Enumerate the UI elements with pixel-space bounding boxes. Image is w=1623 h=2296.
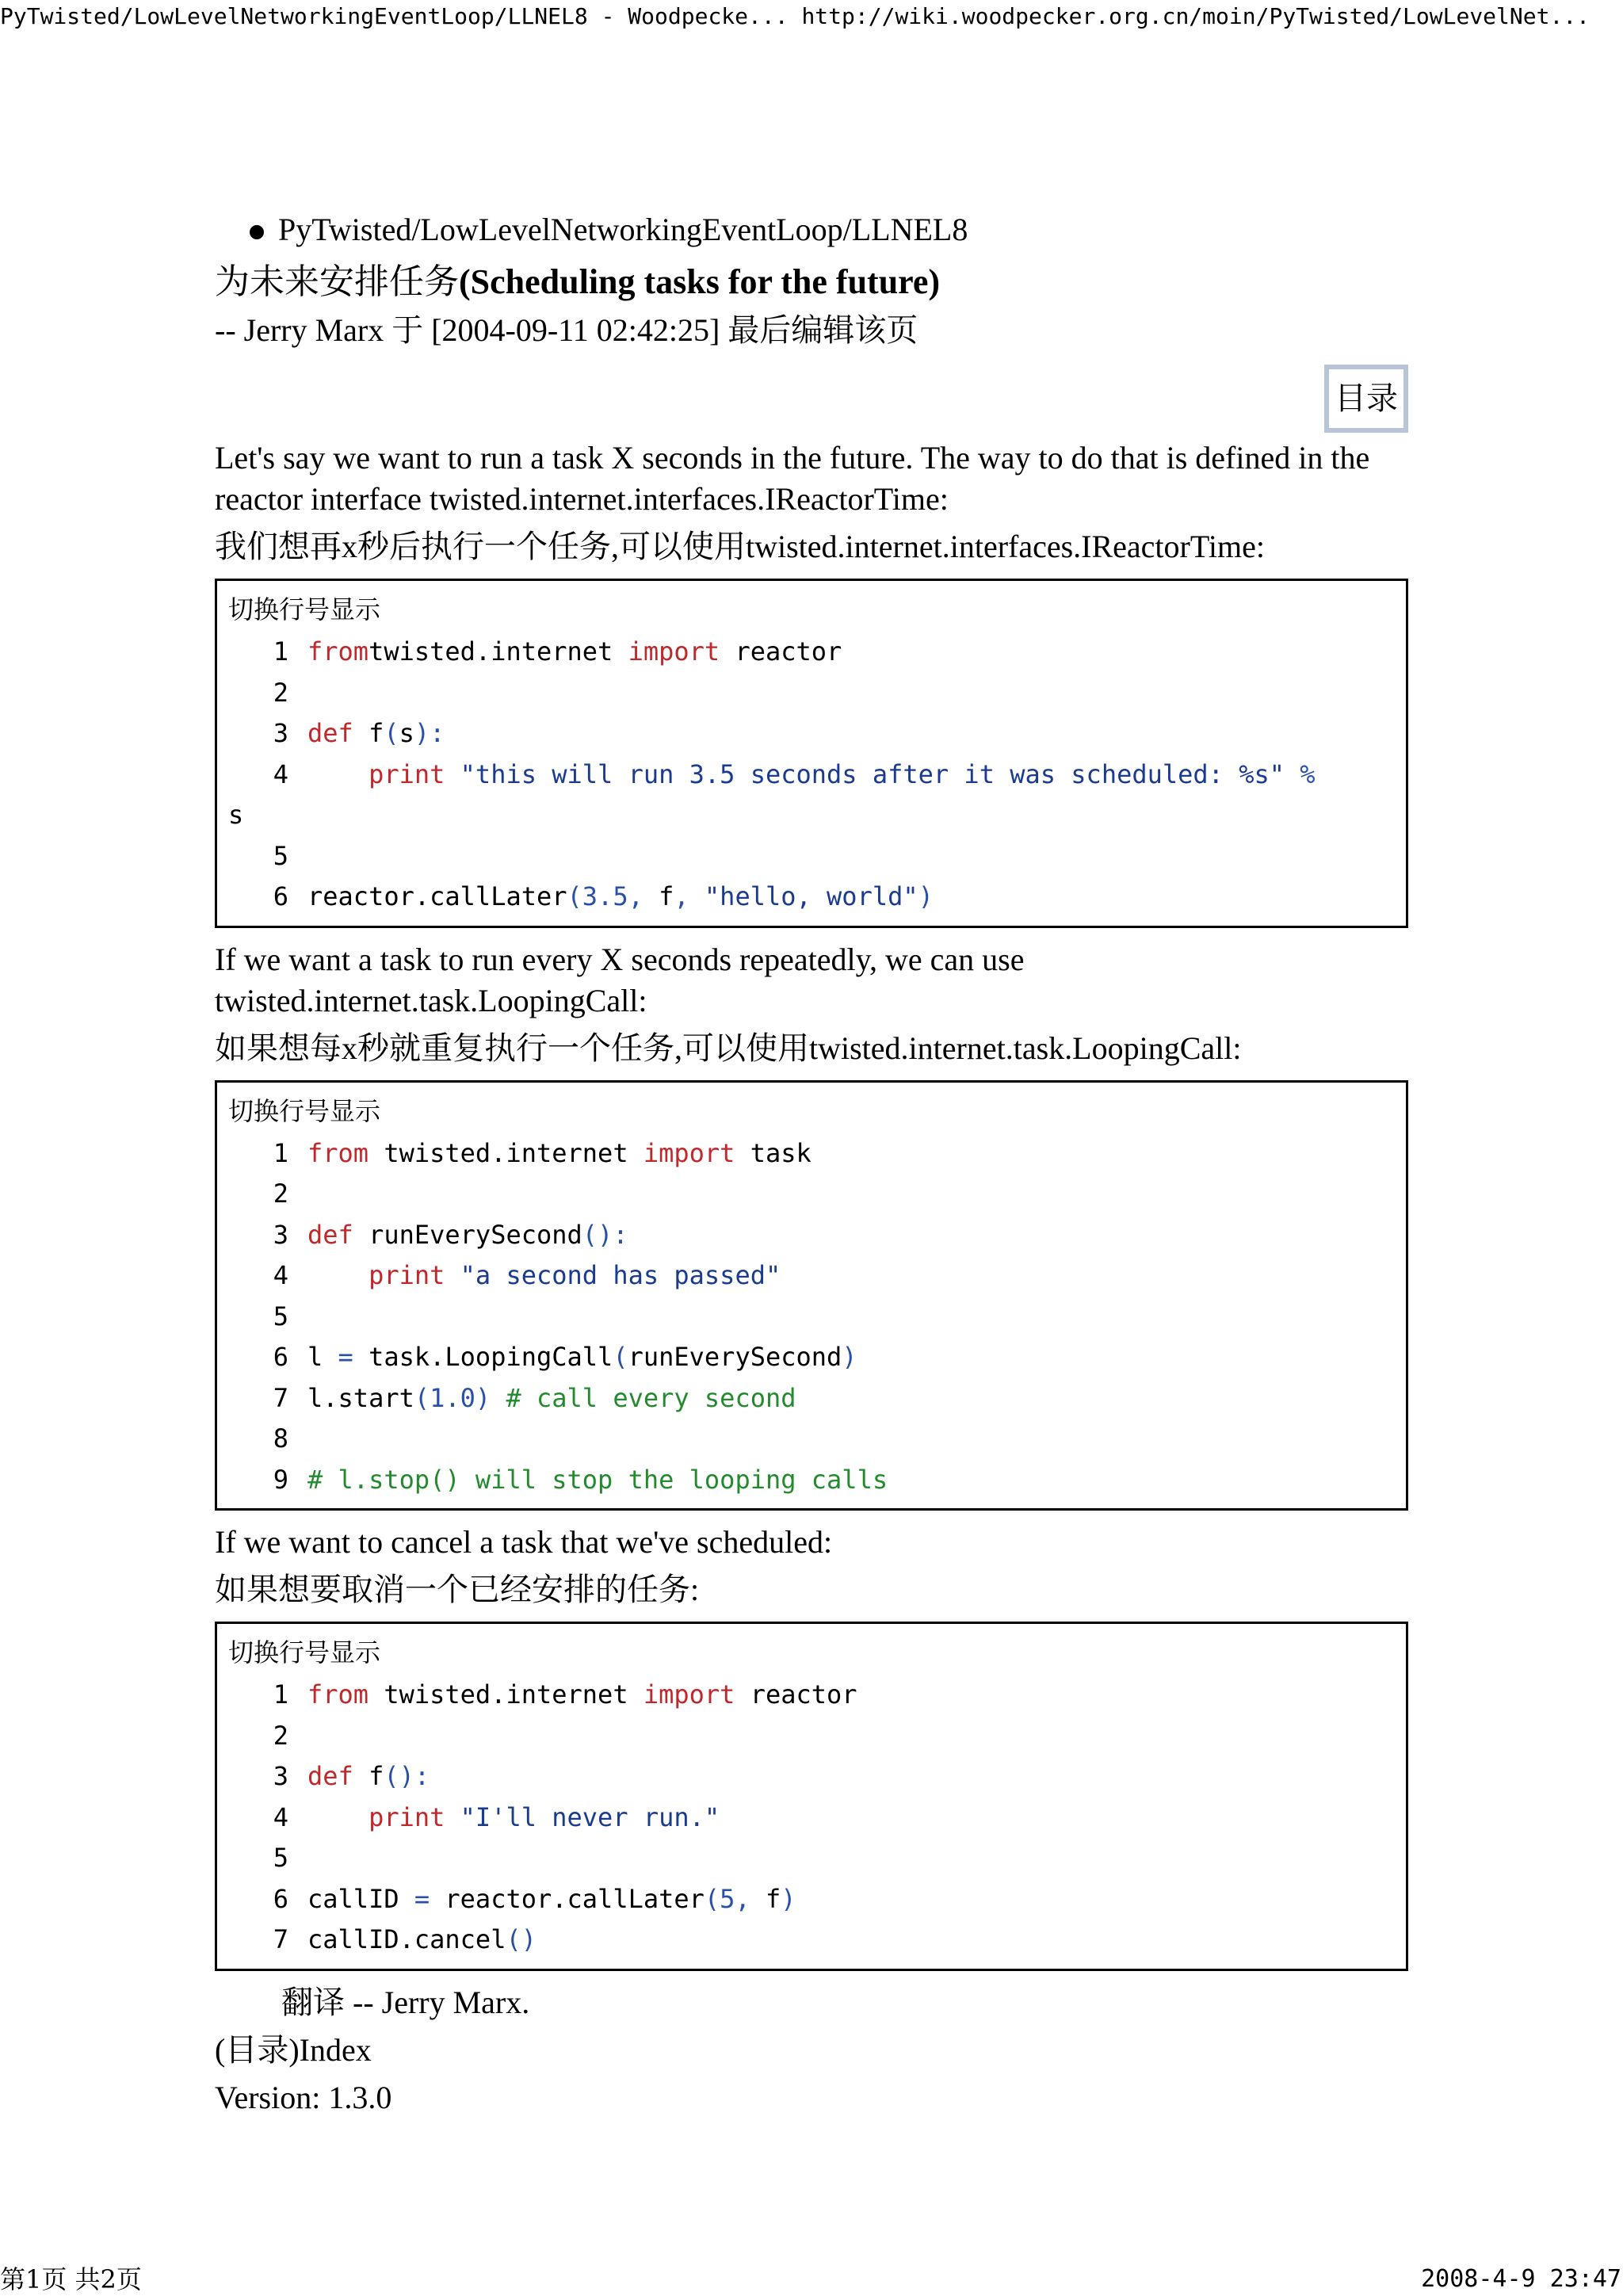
code-token: l [307,1342,338,1372]
bullet-icon [250,225,264,239]
code-token: print [369,1801,445,1832]
line-number: 5 [273,1843,288,1873]
code-token: ) [918,881,934,911]
section1-intro-en: Let's say we want to run a task X seconds in the future. The way to do that is defined in the reactor interface twisted.internet.interfaces.IReactorTime: [215,440,1370,517]
code-token: twisted.internet [369,636,628,667]
code-token: f [353,718,384,748]
line-number: 4 [273,758,288,789]
code-token: "hello, world" [704,881,918,911]
code-token: # l.stop() will stop the looping calls [307,1464,888,1495]
toggle-line-numbers-link[interactable]: 切换行号显示 [228,1637,381,1668]
code-line [228,836,1395,877]
toggle-line-numbers-link[interactable]: 切换行号显示 [228,594,381,625]
line-number: 3 [273,718,288,748]
code-token: 1.0 [430,1382,475,1413]
code-token [445,1802,460,1832]
code-line [228,877,1395,918]
code-token: twisted.internet [369,1679,643,1710]
section2-intro-cn: 如果想每x秒就重复执行一个任务,可以使用twisted.internet.task.LoopingCall: [215,1030,1242,1066]
code-token: runEverySecond [628,1342,842,1372]
code-token: ) [781,1883,796,1914]
code-token: callID [307,1883,414,1914]
code-token: ( [384,718,399,748]
code-token: 3.5 [582,881,628,911]
code-token: f [750,1883,781,1914]
breadcrumb-link[interactable]: PyTwisted/LowLevelNetworkingEventLoop/LLNEL8 [278,212,968,247]
code-token [307,1802,369,1832]
code-token [445,1260,460,1290]
code-token: ( [704,1883,720,1914]
code-block-3 [215,1622,1408,1971]
code-token: ) [842,1342,857,1372]
code-token: "this will run 3.5 seconds after it was scheduled: %s" [460,758,1285,789]
line-number: 6 [273,881,288,911]
code-token: print [369,758,445,789]
code-token [307,759,369,789]
code-line [228,1378,1395,1419]
code-line [228,1756,1395,1797]
line-number: 2 [273,677,288,708]
title-english: (Scheduling tasks for the future) [459,262,941,301]
translator-note: 翻译 -- Jerry Marx. [281,1984,530,2020]
code-lines [228,1133,1395,1501]
code-token: task [735,1137,812,1168]
line-number: 3 [273,1219,288,1250]
code-token: print [369,1260,445,1290]
line-number: 1 [273,1679,288,1710]
footer-print-date: 2008-4-9 23:47 [1421,2265,1621,2293]
code-token: def [307,718,353,748]
code-line [228,1460,1395,1501]
line-number: 2 [273,1720,288,1751]
line-number: 2 [273,1179,288,1209]
code-token: from [307,1137,369,1168]
page-content [215,209,1408,2118]
code-line [228,713,1395,755]
code-token: ): [414,718,445,748]
code-token: reactor.callLater [307,881,567,911]
line-number: 1 [273,1137,288,1168]
section2-intro-en: If we want a task to run every X seconds repeatedly, we can use twisted.internet.task.LoopingCall: [215,941,1025,1018]
breadcrumb [215,209,1408,258]
code-token: , [674,881,689,911]
code-line [228,755,1395,796]
code-token: f [643,881,674,911]
code-line [228,1297,1395,1338]
code-line [228,1879,1395,1920]
code-line [228,1716,1395,1757]
edit-info: -- Jerry Marx 于 [2004-09-11 02:42:25] 最后编辑该页 [215,312,918,348]
section3-intro-cn: 如果想要取消一个已经安排的任务: [215,1572,700,1607]
code-token: import [643,1679,735,1710]
code-token [307,1260,369,1290]
code-token: twisted.internet [369,1137,643,1168]
code-block-1 [215,579,1408,928]
code-token: f [353,1761,384,1791]
footer-page-number: 第1页 共2页 [0,2264,142,2294]
code-block-2 [215,1080,1408,1511]
code-token: (): [582,1219,628,1250]
code-token: ( [567,881,582,911]
code-line [228,1174,1395,1215]
version-text: Version: 1.3.0 [215,2079,392,2115]
code-token: from [307,636,369,667]
code-token: () [506,1924,537,1954]
line-number: 4 [273,1801,288,1832]
code-wrap-line: s [228,800,244,830]
code-lines [228,632,1395,918]
code-token: def [307,1219,353,1250]
page-title [215,258,1408,306]
line-number: 1 [273,636,288,667]
code-line [228,1255,1395,1297]
code-token: (): [384,1761,430,1791]
code-token [445,759,460,789]
section3-intro-en: If we want to cancel a task that we've scheduled: [215,1524,833,1560]
line-number: 9 [273,1464,288,1495]
title-chinese: 为未来安排任务 [215,262,459,301]
code-token: l.start [307,1382,414,1413]
code-line [228,1133,1395,1175]
code-token: ( [414,1382,430,1413]
code-line [228,1419,1395,1460]
code-token: # call every second [506,1382,796,1413]
code-token: = [338,1342,353,1372]
code-token [1285,759,1300,789]
line-number: 7 [273,1924,288,1954]
print-header-url: PyTwisted/LowLevelNetworkingEventLoop/LLNEL8 - Woodpecke... http://wiki.woodpecker.org.cn/moin/PyTwisted/LowLevelNet... [0,3,1591,29]
code-token: ) [475,1382,491,1413]
toggle-line-numbers-link[interactable]: 切换行号显示 [228,1095,381,1126]
code-line [228,1215,1395,1256]
code-token [689,881,705,911]
code-token: , [628,881,643,911]
code-token: = [414,1883,430,1914]
code-line [228,1797,1395,1839]
code-token: "a second has passed" [460,1260,781,1290]
code-line [228,673,1395,714]
code-token: from [307,1679,369,1710]
code-token: , [735,1883,750,1914]
code-token: runEverySecond [353,1219,582,1250]
code-token: % [1300,758,1316,789]
code-token: reactor [720,636,842,667]
code-token: import [643,1137,735,1168]
code-token: ( [613,1342,628,1372]
code-token: 5 [720,1883,735,1914]
code-line [228,1675,1395,1716]
toc-button[interactable]: 目录 [1324,365,1408,433]
line-number: 5 [273,840,288,871]
code-token: reactor.callLater [430,1883,705,1914]
section1-intro-cn: 我们想再x秒后执行一个任务,可以使用twisted.internet.interfaces.IReactorTime: [215,529,1265,564]
code-line [228,1337,1395,1378]
line-number: 6 [273,1883,288,1914]
line-number: 8 [273,1423,288,1454]
code-token: reactor [735,1679,857,1710]
code-token [491,1383,506,1413]
line-number: 6 [273,1342,288,1372]
code-line [228,1920,1395,1961]
code-token: def [307,1761,353,1791]
line-number: 7 [273,1382,288,1413]
code-token: "I'll never run." [460,1801,720,1832]
line-number: 3 [273,1761,288,1791]
code-line [228,1838,1395,1879]
code-token: import [628,636,720,667]
code-line [228,632,1395,673]
code-lines [228,1675,1395,1961]
code-token: s [399,718,414,748]
code-token: callID.cancel [307,1924,506,1954]
line-number: 4 [273,1260,288,1290]
line-number: 5 [273,1301,288,1331]
index-link[interactable]: (目录)Index [215,2031,372,2068]
toc-row [215,355,1408,437]
code-token: task.LoopingCall [353,1342,613,1372]
